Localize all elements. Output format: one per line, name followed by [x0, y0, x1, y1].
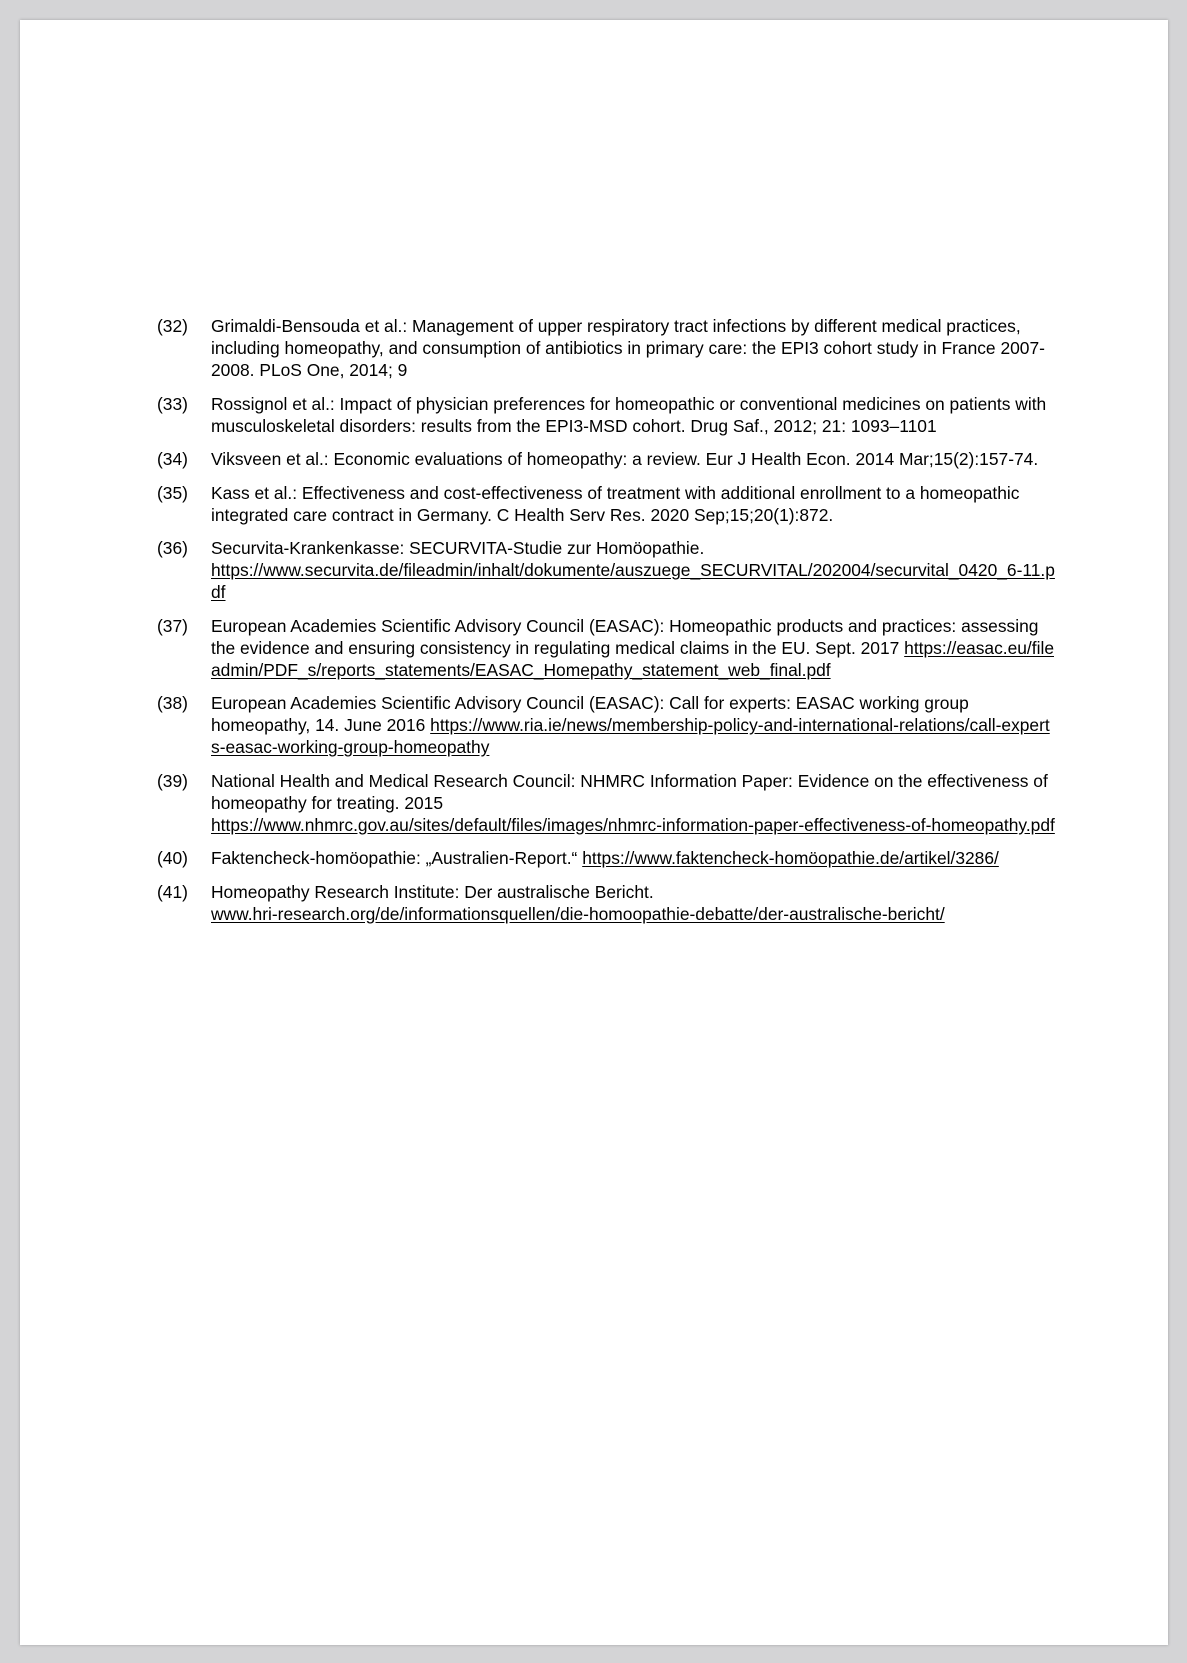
reference-number: (38) — [157, 693, 188, 713]
reference-link[interactable]: https://www.faktencheck-homöopathie.de/artikel/3286/ — [582, 848, 999, 868]
reference-item — [157, 770, 1057, 836]
reference-link[interactable]: https://easac.eu/fileadmin/PDF_s/reports_statements/EASAC_Homepathy_statement_web_final.pdf — [211, 637, 1054, 680]
reference-citation: Grimaldi-Bensouda et al.: Management of upper respiratory tract infections by different medical practices, including homeopathy, and consumption of antibiotics in primary care: the EPI3 cohort study in France 2007-2008. PLoS One, 2014; 9 — [211, 316, 1045, 380]
reference-item — [157, 482, 1057, 526]
reference-text — [211, 770, 1057, 836]
reference-number: (32) — [157, 316, 188, 336]
reference-text — [211, 315, 1057, 381]
reference-text — [211, 847, 1057, 869]
reference-item — [157, 537, 1057, 603]
reference-number: (36) — [157, 538, 188, 558]
reference-citation: Rossignol et al.: Impact of physician preferences for homeopathic or conventional medicines on patients with musculoskeletal disorders: results from the EPI3-MSD cohort. Drug Saf., 2012; 21: 1093–1101 — [211, 393, 1047, 436]
reference-item — [157, 692, 1057, 758]
reference-text — [211, 881, 1057, 925]
reference-number: (39) — [157, 770, 188, 791]
reference-number: (34) — [157, 449, 188, 469]
reference-number: (40) — [157, 848, 188, 868]
reference-number: (41) — [157, 881, 188, 902]
reference-item — [157, 881, 1057, 925]
reference-item — [157, 847, 1057, 869]
reference-item — [157, 615, 1057, 681]
reference-text — [211, 393, 1057, 437]
reference-number: (37) — [157, 615, 188, 636]
reference-number: (33) — [157, 393, 188, 414]
reference-text — [211, 692, 1057, 758]
reference-text — [211, 615, 1057, 681]
reference-link[interactable]: https://www.securvita.de/fileadmin/inhalt/dokumente/auszuege_SECURVITAL/202004/securvital_0420_6-11.pdf — [211, 560, 1055, 602]
reference-item — [157, 315, 1057, 381]
reference-citation: Viksveen et al.: Economic evaluations of homeopathy: a review. Eur J Health Econ. 2014 Mar;15(2):157-74. — [211, 449, 1039, 469]
reference-citation: Faktencheck-homöopathie: „Australien-Report.“ — [211, 848, 578, 868]
document-page — [20, 20, 1168, 1645]
reference-citation: Securvita-Krankenkasse: SECURVITA-Studie zur Homöopathie. — [211, 538, 705, 558]
reference-text — [211, 448, 1057, 470]
reference-citation: Homeopathy Research Institute: Der australische Bericht. — [211, 881, 654, 902]
reference-number: (35) — [157, 482, 188, 503]
reference-link[interactable]: https://www.nhmrc.gov.au/sites/default/files/images/nhmrc-information-paper-effectiveness-of-homeopathy.pdf — [211, 814, 1055, 835]
reference-text — [211, 537, 1057, 603]
reference-link[interactable]: www.hri-research.org/de/informationsquellen/die-homoopathie-debatte/der-australische-bericht/ — [211, 903, 945, 924]
reference-item — [157, 448, 1057, 470]
reference-text — [211, 482, 1057, 526]
reference-citation: Kass et al.: Effectiveness and cost-effectiveness of treatment with additional enrollment to a homeopathic integrated care contract in Germany. C Health Serv Res. 2020 Sep;15;20(1):872. — [211, 482, 1020, 525]
reference-link[interactable]: https://www.ria.ie/news/membership-policy-and-international-relations/call-experts-easac-working-group-homeopathy — [211, 715, 1050, 757]
reference-list — [157, 315, 1057, 936]
reference-citation: National Health and Medical Research Council: NHMRC Information Paper: Evidence on the effectiveness of homeopathy for treating. 2015 — [211, 770, 1048, 813]
reference-citation: European Academies Scientific Advisory Council (EASAC): Call for experts: EASAC working group homeopathy, 14. June 2016 — [211, 693, 969, 735]
reference-item — [157, 393, 1057, 437]
reference-citation: European Academies Scientific Advisory Council (EASAC): Homeopathic products and practices: assessing the evidence and ensuring consistency in regulating medical claims in the EU. Sept. 2017 — [211, 615, 1039, 658]
